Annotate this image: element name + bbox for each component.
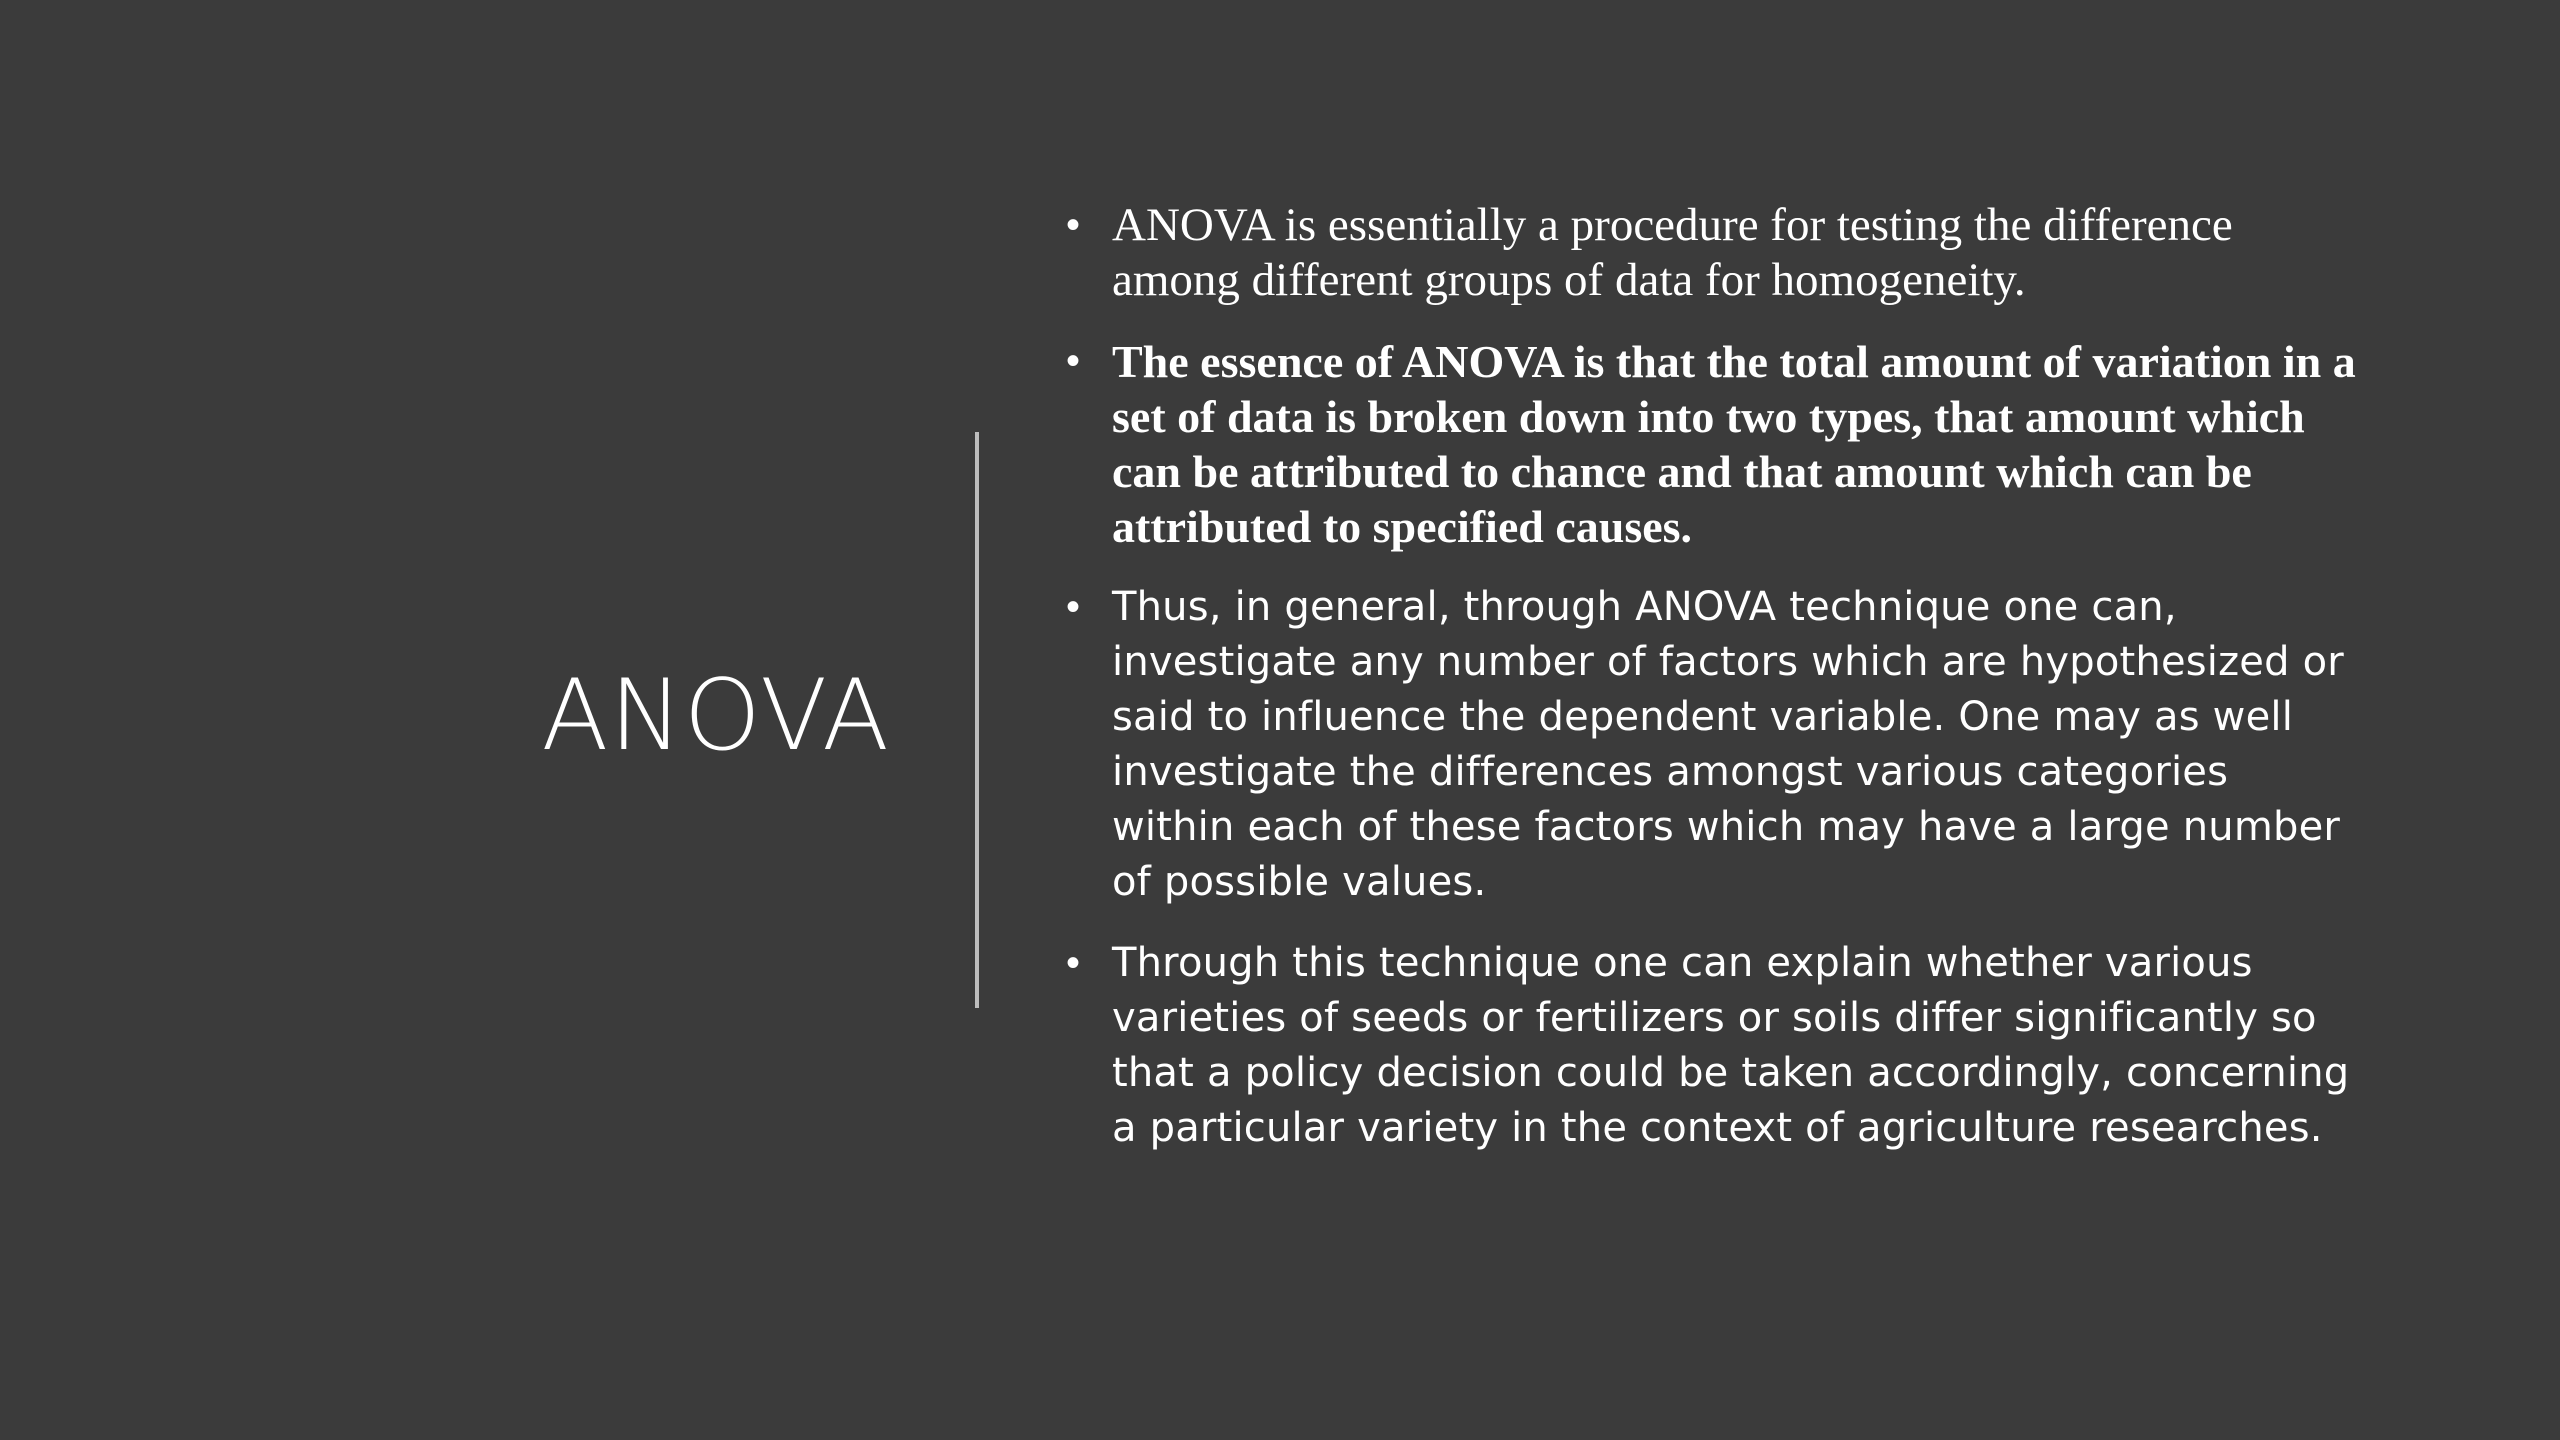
bullet-text-2: The essence of ANOVA is that the total amount of variation in a set of data is broken down into two types, that amount which can be attributed to chance and that amount which can be attributed to specified causes.	[1112, 336, 2356, 552]
bullet-marker-icon: •	[1066, 339, 1081, 383]
bullet-item-4	[1060, 936, 2360, 1156]
bullet-text-1: ANOVA is essentially a procedure for testing the difference among different groups of data for homogeneity.	[1112, 199, 2233, 306]
bullet-item-3	[1060, 580, 2360, 910]
bullet-item-1	[1060, 198, 2360, 308]
bullet-list	[1060, 198, 2360, 1182]
bullet-text-4: Through this technique one can explain whether various varieties of seeds or fertilizers or soils differ significantly so that a policy decision could be taken accordingly, concerning a particular variety in the context of agriculture researches.	[1112, 940, 2350, 1151]
vertical-divider	[975, 432, 979, 1008]
bullet-marker-icon: •	[1066, 203, 1081, 247]
bullet-marker-icon: •	[1066, 585, 1081, 629]
slide-title: ANOVA	[541, 659, 890, 773]
bullet-text-3: Thus, in general, through ANOVA technique one can, investigate any number of factors which are hypothesized or said to influence the dependent variable. One may as well investigate the differences amongst various categories within each of these factors which may have a large number of possible values.	[1112, 584, 2344, 905]
bullet-item-2	[1060, 334, 2360, 554]
bullet-marker-icon: •	[1066, 941, 1081, 985]
